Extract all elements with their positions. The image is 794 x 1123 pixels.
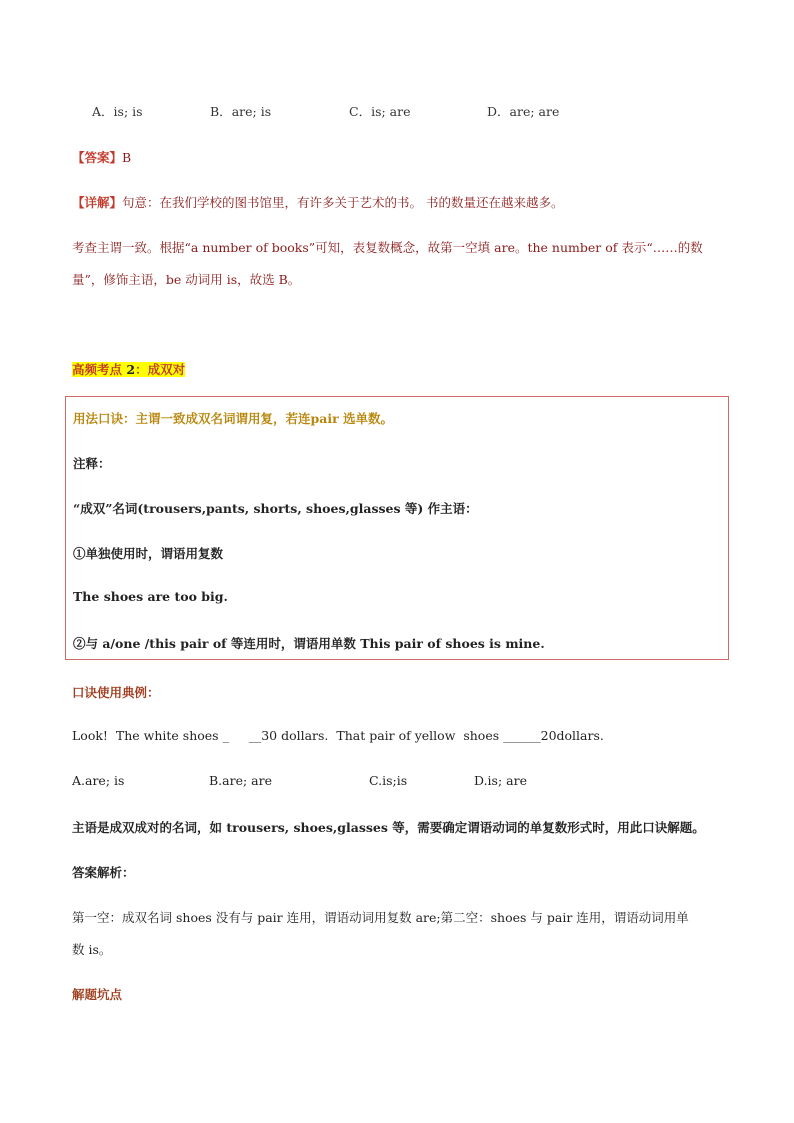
explain-text-1: 考查主谓一致。根据“a number of books”可知，表复数概念，故第一空填 are。the number of 表示“……的数 <box>72 240 703 255</box>
rule-box <box>65 396 729 660</box>
option2-d: D.is; are <box>474 773 527 788</box>
analysis-text-2: 数 is。 <box>72 942 112 957</box>
note-label: 注释： <box>73 456 111 471</box>
explain-line <box>72 193 564 211</box>
answer-value: B <box>122 150 132 165</box>
option-b: B．are; is <box>210 104 272 119</box>
note-text: “成双”名词(trousers,pants, shorts, shoes,glasses 等) 作主语： <box>73 501 478 516</box>
explain-text-2: 量”，修饰主语，be 动词用 is，故选 B。 <box>72 272 301 287</box>
option-c: C．is; are <box>349 104 411 119</box>
analysis-title: 答案解析： <box>72 865 135 880</box>
question-text: Look! The white shoes _ __30 dollars. That pair of yellow shoes ______20dollars. <box>72 728 604 743</box>
rule-text: 用法口诀：主谓一致成双名词谓用复，若连pair 选单数。 <box>73 411 394 426</box>
answer-line <box>72 148 131 166</box>
pitfall-title: 解题坑点 <box>72 987 123 1002</box>
option-a: A．is; is <box>92 104 143 119</box>
point-2: ②与 a/one /this pair of 等连用时，谓语用单数 This pair of shoes is mine. <box>73 636 545 651</box>
explain-label: 【详解】 <box>72 195 123 210</box>
option2-a: A.are; is <box>72 773 125 788</box>
explain-sentence: 句意：在我们学校的图书馆里，有许多关于艺术的书。 书的数量还在越来越多。 <box>122 195 564 210</box>
section-title: 高频考点 2：成双对 <box>72 362 186 377</box>
point-1: ①单独使用时，谓语用复数 <box>73 546 224 561</box>
option2-c: C.is;is <box>369 773 408 788</box>
example-title: 口诀使用典例： <box>72 685 160 700</box>
option2-b: B.are; are <box>209 773 272 788</box>
analysis-text-1: 第一空：成双名词 shoes 没有与 pair 连用，谓语动词用复数 are;第二空：shoes 与 pair 连用，谓语动词用单 <box>72 910 689 925</box>
option-d: D．are; are <box>487 104 560 119</box>
usage-text: 主语是成双成对的名词，如 trousers, shoes,glasses 等，需要确定谓语动词的单复数形式时，用此口诀解题。 <box>72 820 705 835</box>
answer-label: 【答案】 <box>72 150 123 165</box>
example-1: The shoes are too big. <box>73 589 228 604</box>
